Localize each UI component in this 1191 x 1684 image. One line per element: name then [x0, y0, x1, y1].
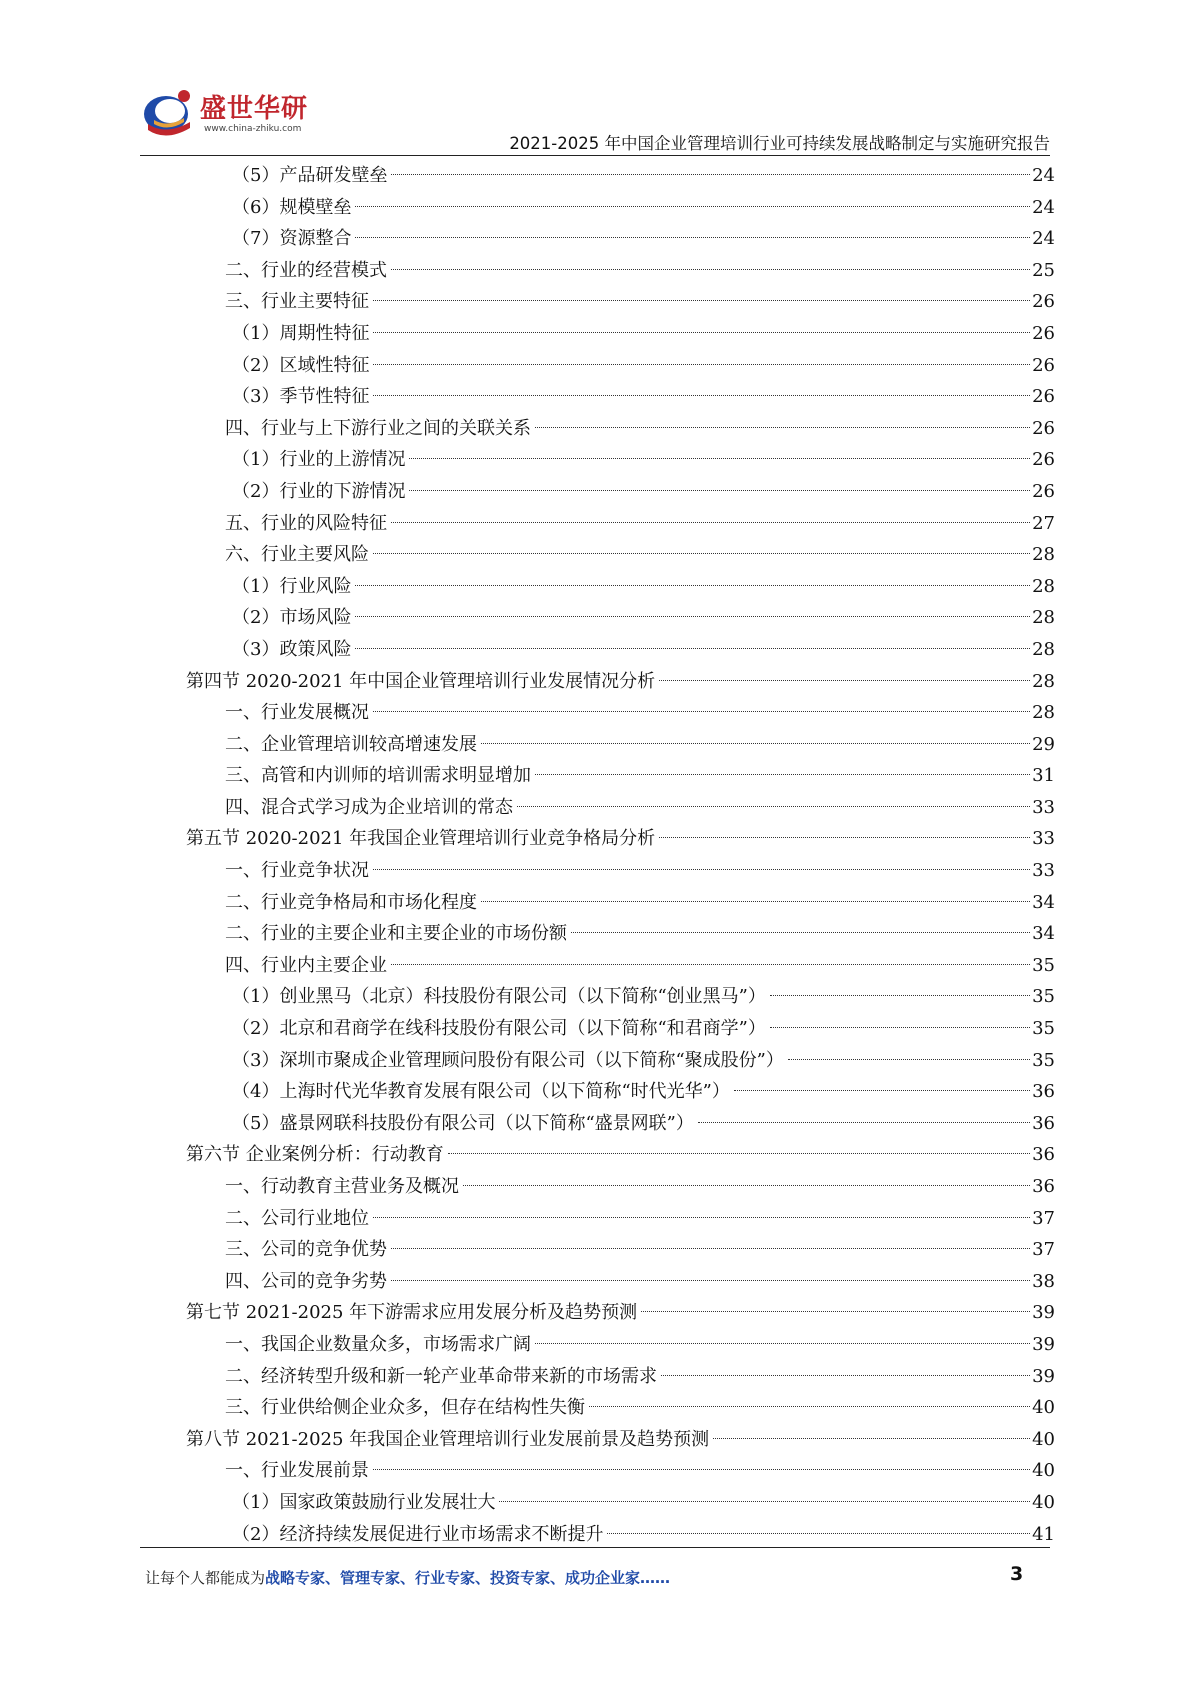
toc-entry-row[interactable] — [140, 318, 1055, 350]
toc-entry-title: （1）周期性特征 — [232, 322, 370, 344]
toc-dot-leader — [355, 616, 1030, 617]
toc-section-row[interactable] — [140, 1424, 1055, 1456]
toc-entry-page: 35 — [1032, 986, 1055, 1008]
toc-entry-row[interactable] — [140, 160, 1055, 192]
toc-entry-title: 一、行业发展概况 — [225, 702, 369, 724]
company-logo — [140, 84, 340, 144]
toc-entry-title: （2）市场风险 — [232, 607, 352, 629]
toc-entry-title: 二、经济转型升级和新一轮产业革命带来新的市场需求 — [225, 1365, 657, 1387]
toc-entry-title: 二、行业的经营模式 — [225, 259, 387, 281]
toc-entry-page: 28 — [1032, 544, 1055, 566]
toc-entry-title: 三、行业供给侧企业众多，但存在结构性失衡 — [225, 1397, 585, 1419]
toc-dot-leader — [770, 995, 1030, 996]
toc-entry-page: 36 — [1032, 1112, 1055, 1134]
toc-entry-title: （3）深圳市聚成企业管理顾问股份有限公司（以下简称“聚成股份”） — [232, 1049, 784, 1071]
toc-entry-row[interactable] — [140, 792, 1055, 824]
toc-entry-title: （3）政策风险 — [232, 638, 352, 660]
toc-dot-leader — [713, 1438, 1030, 1439]
toc-entry-row[interactable] — [140, 1076, 1055, 1108]
toc-entry-page: 33 — [1032, 860, 1055, 882]
toc-entry-title: 第五节 2020-2021 年我国企业管理培训行业竞争格局分析 — [186, 828, 656, 850]
toc-entry-page: 37 — [1032, 1239, 1055, 1261]
toc-dot-leader — [734, 1090, 1030, 1091]
toc-dot-leader — [535, 774, 1030, 775]
toc-entry-page: 24 — [1032, 165, 1055, 186]
toc-entry-title: （1）行业的上游情况 — [232, 449, 406, 471]
toc-entry-page: 36 — [1032, 1081, 1055, 1103]
toc-entry-title: 四、混合式学习成为企业培训的常态 — [225, 796, 513, 818]
toc-entry-title: 五、行业的风险特征 — [225, 512, 387, 534]
toc-entry-page: 28 — [1032, 607, 1055, 629]
toc-dot-leader — [355, 237, 1030, 238]
toc-dot-leader — [641, 1311, 1030, 1312]
toc-entry-row[interactable] — [140, 1045, 1055, 1077]
toc-entry-title: 一、行业发展前景 — [225, 1460, 369, 1482]
toc-dot-leader — [659, 680, 1030, 681]
toc-dot-leader — [770, 1027, 1030, 1028]
toc-section-row[interactable] — [140, 1139, 1055, 1171]
toc-entry-row[interactable] — [140, 981, 1055, 1013]
toc-entry-title: （5）产品研发壁垒 — [232, 165, 388, 186]
toc-dot-leader — [499, 1501, 1030, 1502]
toc-entry-title: （3）季节性特征 — [232, 386, 370, 408]
toc-dot-leader — [391, 964, 1030, 965]
toc-entry-row[interactable] — [140, 1171, 1055, 1203]
toc-entry-title: 三、公司的竞争优势 — [225, 1239, 387, 1261]
toc-entry-row[interactable] — [140, 760, 1055, 792]
toc-entry-title: 二、公司行业地位 — [225, 1207, 369, 1229]
toc-entry-row[interactable] — [140, 1455, 1055, 1487]
toc-entry-row[interactable] — [140, 476, 1055, 508]
toc-entry-row[interactable] — [140, 1487, 1055, 1519]
toc-entry-title: 第六节 企业案例分析：行动教育 — [186, 1144, 444, 1166]
toc-entry-title: （5）盛景网联科技股份有限公司（以下简称“盛景网联”） — [232, 1112, 694, 1134]
toc-entry-page: 26 — [1032, 417, 1055, 439]
toc-entry-row[interactable] — [140, 350, 1055, 382]
toc-dot-leader — [535, 1343, 1030, 1344]
toc-entry-row[interactable] — [140, 887, 1055, 919]
toc-entry-title: （2）区域性特征 — [232, 354, 370, 376]
toc-entry-row[interactable] — [140, 729, 1055, 761]
toc-entry-row[interactable] — [140, 1266, 1055, 1298]
toc-entry-page: 36 — [1032, 1144, 1055, 1166]
toc-section-row[interactable] — [140, 1297, 1055, 1329]
toc-entry-page: 28 — [1032, 638, 1055, 660]
toc-entry-row[interactable] — [140, 1108, 1055, 1140]
toc-entry-page: 24 — [1032, 196, 1055, 218]
toc-dot-leader — [409, 458, 1030, 459]
page-header — [140, 78, 1050, 153]
toc-entry-row[interactable] — [140, 855, 1055, 887]
toc-dot-leader — [517, 806, 1030, 807]
toc-dot-leader — [373, 332, 1030, 333]
toc-entry-title: 四、公司的竞争劣势 — [225, 1270, 387, 1292]
toc-dot-leader — [698, 1122, 1030, 1123]
toc-entry-row[interactable] — [140, 413, 1055, 445]
footer-divider — [140, 1547, 1050, 1548]
toc-entry-page: 28 — [1032, 702, 1055, 724]
toc-entry-page: 26 — [1032, 480, 1055, 502]
toc-entry-row[interactable] — [140, 286, 1055, 318]
toc-entry-page: 41 — [1032, 1523, 1055, 1545]
toc-entry-row[interactable] — [140, 444, 1055, 476]
footer-slogan-highlight: 战略专家、管理专家、行业专家、投资专家、成功企业家…… — [265, 1569, 671, 1587]
toc-entry-page: 33 — [1032, 828, 1055, 850]
brand-name: 盛世华研 — [200, 94, 309, 124]
brand-url: www.china-zhiku.com — [204, 124, 302, 134]
table-of-contents — [140, 160, 1055, 1550]
toc-entry-row[interactable] — [140, 223, 1055, 255]
toc-entry-page: 28 — [1032, 670, 1055, 692]
toc-dot-leader — [373, 364, 1030, 365]
toc-entry-page: 28 — [1032, 575, 1055, 597]
toc-entry-title: （2）北京和君商学在线科技股份有限公司（以下简称“和君商学”） — [232, 1018, 766, 1040]
toc-entry-row[interactable] — [140, 1519, 1055, 1551]
toc-entry-page: 24 — [1032, 228, 1055, 250]
toc-dot-leader — [607, 1533, 1030, 1534]
toc-entry-page: 35 — [1032, 1049, 1055, 1071]
toc-entry-row[interactable] — [140, 1392, 1055, 1424]
toc-entry-row[interactable] — [140, 381, 1055, 413]
toc-entry-page: 40 — [1032, 1460, 1055, 1482]
toc-dot-leader — [355, 648, 1030, 649]
toc-entry-title: 第七节 2021-2025 年下游需求应用发展分析及趋势预测 — [186, 1302, 638, 1324]
toc-entry-page: 39 — [1032, 1365, 1055, 1387]
toc-dot-leader — [571, 932, 1030, 933]
report-title: 2021-2025 年中国企业管理培训行业可持续发展战略制定与实施研究报告 — [509, 134, 1050, 153]
toc-entry-title: 三、高管和内训师的培训需求明显增加 — [225, 765, 531, 787]
toc-entry-row[interactable] — [140, 1234, 1055, 1266]
toc-entry-title: 一、行动教育主营业务及概况 — [225, 1176, 459, 1197]
page-number: 3 — [1010, 1563, 1024, 1585]
toc-section-row[interactable] — [140, 823, 1055, 855]
toc-entry-page: 26 — [1032, 322, 1055, 344]
toc-entry-page: 31 — [1032, 765, 1055, 787]
toc-entry-row[interactable] — [140, 1361, 1055, 1393]
toc-entry-row[interactable] — [140, 634, 1055, 666]
toc-entry-page: 25 — [1032, 259, 1055, 281]
toc-dot-leader — [355, 585, 1030, 586]
toc-entry-row[interactable] — [140, 950, 1055, 982]
toc-dot-leader — [373, 553, 1030, 554]
toc-entry-title: （1）国家政策鼓励行业发展壮大 — [232, 1491, 496, 1513]
toc-dot-leader — [788, 1059, 1030, 1060]
toc-dot-leader — [355, 206, 1030, 207]
toc-dot-leader — [481, 901, 1030, 902]
toc-entry-page: 39 — [1032, 1333, 1055, 1355]
toc-entry-page: 26 — [1032, 291, 1055, 313]
toc-dot-leader — [373, 1469, 1030, 1470]
toc-entry-row[interactable] — [140, 1013, 1055, 1045]
toc-entry-page: 29 — [1032, 733, 1055, 755]
toc-entry-page: 35 — [1032, 954, 1055, 976]
toc-entry-page: 33 — [1032, 796, 1055, 818]
toc-dot-leader — [391, 1248, 1030, 1249]
toc-entry-title: 二、企业管理培训较高增速发展 — [225, 733, 477, 755]
toc-entry-row[interactable] — [140, 571, 1055, 603]
toc-entry-page: 38 — [1032, 1270, 1055, 1292]
toc-dot-leader — [481, 743, 1030, 744]
toc-entry-row[interactable] — [140, 602, 1055, 634]
toc-entry-page: 36 — [1032, 1176, 1055, 1197]
toc-dot-leader — [659, 837, 1030, 838]
toc-dot-leader — [535, 427, 1030, 428]
toc-dot-leader — [409, 490, 1030, 491]
toc-entry-page: 34 — [1032, 923, 1055, 945]
toc-dot-leader — [391, 174, 1030, 175]
toc-entry-page: 26 — [1032, 354, 1055, 376]
toc-entry-row[interactable] — [140, 918, 1055, 950]
toc-dot-leader — [373, 300, 1030, 301]
footer-slogan-prefix: 让每个人都能成为 — [145, 1569, 266, 1587]
toc-entry-page: 40 — [1032, 1428, 1055, 1450]
toc-entry-page: 40 — [1032, 1491, 1055, 1513]
toc-entry-row[interactable] — [140, 697, 1055, 729]
toc-entry-page: 34 — [1032, 891, 1055, 913]
logo-icon — [140, 84, 200, 140]
toc-entry-page: 37 — [1032, 1207, 1055, 1229]
toc-entry-title: （1）行业风险 — [232, 575, 352, 597]
footer-slogan — [145, 1567, 670, 1588]
toc-section-row[interactable] — [140, 666, 1055, 698]
toc-entry-page: 26 — [1032, 449, 1055, 471]
toc-entry-page: 39 — [1032, 1302, 1055, 1324]
toc-entry-page: 40 — [1032, 1397, 1055, 1419]
toc-entry-title: 第八节 2021-2025 年我国企业管理培训行业发展前景及趋势预测 — [186, 1428, 710, 1450]
toc-entry-title: 二、行业的主要企业和主要企业的市场份额 — [225, 923, 567, 945]
toc-entry-row[interactable] — [140, 255, 1055, 287]
toc-entry-row[interactable] — [140, 539, 1055, 571]
toc-dot-leader — [448, 1153, 1030, 1154]
toc-entry-title: 一、我国企业数量众多，市场需求广阔 — [225, 1333, 531, 1355]
toc-dot-leader — [373, 711, 1030, 712]
toc-entry-title: （1）创业黑马（北京）科技股份有限公司（以下简称“创业黑马”） — [232, 986, 766, 1008]
toc-dot-leader — [373, 869, 1030, 870]
toc-dot-leader — [391, 1280, 1030, 1281]
toc-dot-leader — [589, 1406, 1030, 1407]
toc-entry-title: 四、行业内主要企业 — [225, 954, 387, 976]
toc-dot-leader — [373, 1217, 1030, 1218]
toc-entry-title: （7）资源整合 — [232, 228, 352, 250]
toc-entry-title: （6）规模壁垒 — [232, 196, 352, 218]
toc-entry-page: 35 — [1032, 1018, 1055, 1040]
toc-entry-title: （4）上海时代光华教育发展有限公司（以下简称“时代光华”） — [232, 1081, 730, 1103]
toc-entry-title: 一、行业竞争状况 — [225, 860, 369, 882]
toc-dot-leader — [463, 1185, 1030, 1186]
toc-entry-page: 27 — [1032, 512, 1055, 534]
toc-dot-leader — [661, 1375, 1030, 1376]
toc-entry-title: （2）行业的下游情况 — [232, 480, 406, 502]
toc-entry-title: 第四节 2020-2021 年中国企业管理培训行业发展情况分析 — [186, 670, 656, 692]
toc-entry-row[interactable] — [140, 1203, 1055, 1235]
toc-entry-title: 四、行业与上下游行业之间的关联关系 — [225, 417, 531, 439]
toc-dot-leader — [391, 522, 1030, 523]
toc-entry-row[interactable] — [140, 1329, 1055, 1361]
toc-entry-row[interactable] — [140, 192, 1055, 224]
toc-dot-leader — [391, 269, 1030, 270]
toc-entry-title: 三、行业主要特征 — [225, 291, 369, 313]
toc-entry-title: 二、行业竞争格局和市场化程度 — [225, 891, 477, 913]
toc-entry-title: （2）经济持续发展促进行业市场需求不断提升 — [232, 1523, 604, 1545]
header-divider — [140, 155, 1050, 156]
toc-dot-leader — [373, 395, 1030, 396]
toc-entry-page: 26 — [1032, 386, 1055, 408]
toc-entry-title: 六、行业主要风险 — [225, 544, 369, 566]
toc-entry-row[interactable] — [140, 508, 1055, 540]
